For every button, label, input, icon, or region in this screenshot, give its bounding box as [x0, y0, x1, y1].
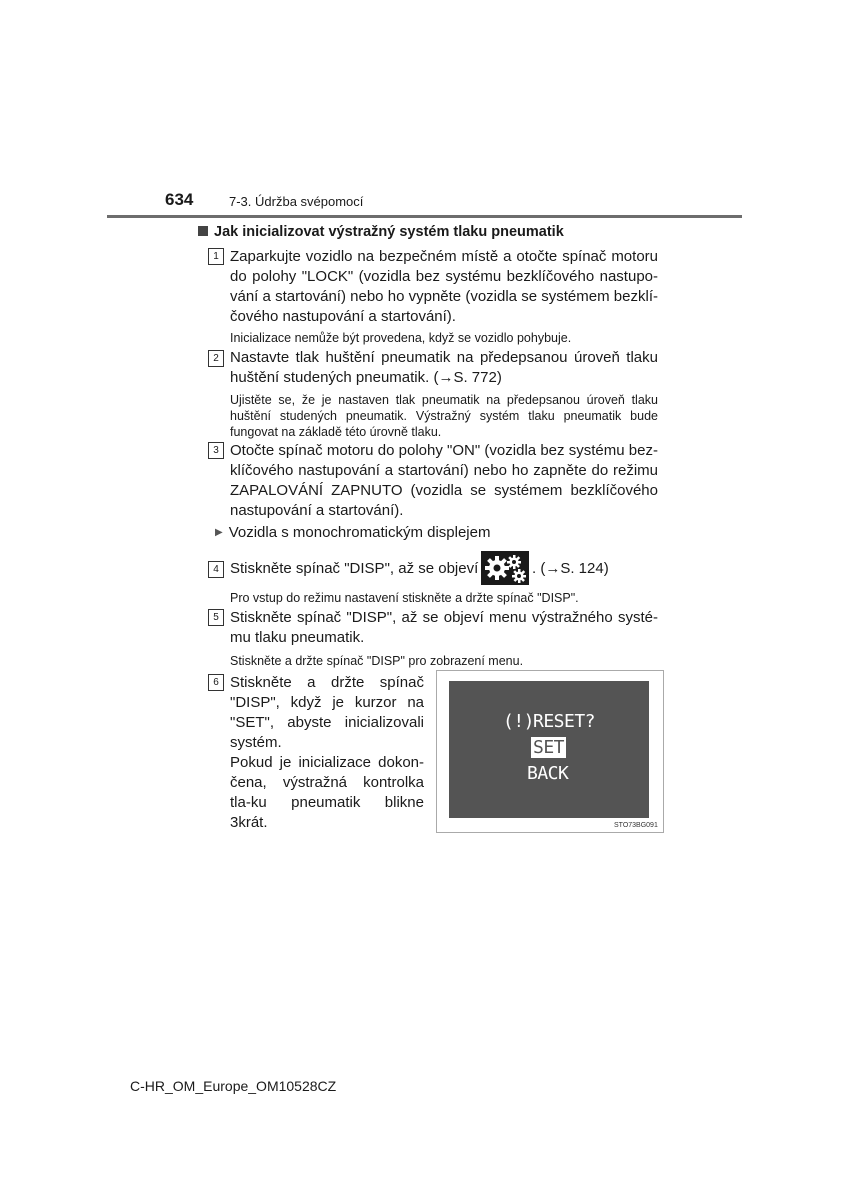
- step-5-text: Stiskněte spínač "DISP", až se objeví menu výstražného systé-mu tlaku pneumatik.: [230, 609, 658, 646]
- step-2-text: Nastavte tlak huštění pneumatik na předepsanou úroveň tlaku huštění studených pneumatik. (→S. 772): [230, 349, 658, 386]
- step-2-note: Ujistěte se, že je nastaven tlak pneumatik na předepsanou úroveň tlaku huštění studených pneumatik. Výstražný systém tlaku pneumatik bude fungovat na základě této úrovně tlaku.: [230, 393, 658, 439]
- multi-info-display: [449, 681, 649, 818]
- display-set-option: SET: [533, 737, 565, 758]
- section-heading: [198, 224, 564, 240]
- header-rule: [107, 215, 742, 218]
- heading-text: Jak inicializovat výstražný systém tlaku pneumatik: [214, 224, 564, 240]
- tire-pressure-warning-icon: (!): [503, 711, 535, 732]
- step-6-text: Stiskněte a držte spínač "DISP", když je kurzor na "SET", abyste inicializovali systém.: [230, 674, 424, 751]
- step-4-text-after: . (→S. 124): [532, 560, 609, 577]
- step-4-number: 4: [208, 561, 224, 578]
- image-code: STO73BG091: [614, 822, 658, 829]
- step-1-text: Zaparkujte vozidlo na bezpečném místě a otočte spínač motoru do polohy "LOCK" (vozidla bez systému bezklíčového nastupo-vání a startování) nebo ho vypněte (vozidla se systémem bezklí-čového nastupování a startování).: [230, 248, 658, 325]
- step-2-number: 2: [208, 350, 224, 367]
- step-3-number: 3: [208, 442, 224, 459]
- step-5-note: Stiskněte a držte spínač "DISP" pro zobrazení menu.: [230, 654, 524, 668]
- display-reset-prompt: RESET?: [533, 711, 596, 732]
- triangle-bullet-icon: ▶: [215, 527, 223, 538]
- page-number: 634: [165, 190, 194, 209]
- step-4-note: Pro vstup do režimu nastavení stiskněte a držte spínač "DISP".: [230, 591, 579, 605]
- display-back-option: BACK: [527, 763, 569, 784]
- step-5-number: 5: [208, 609, 224, 626]
- step-1-number: 1: [208, 248, 224, 265]
- subheading-text: Vozidla s monochromatickým displejem: [228, 524, 491, 541]
- section-title: 7-3. Údržba svépomocí: [229, 194, 364, 209]
- settings-gears-icon: [481, 551, 529, 585]
- step-6-result-text: Pokud je inicializace dokon-čena, výstražná kontrolka tla-ku pneumatik blikne 3krát.: [230, 754, 424, 831]
- step-3-text: Otočte spínač motoru do polohy "ON" (vozidla bez systému bez-klíčového nastupování a startování) nebo ho zapněte do režimu ZAPALOVÁNÍ ZAPNUTO (vozidla se systémem bezklíčového nastupování a startování).: [230, 442, 658, 519]
- square-bullet-icon: [198, 226, 208, 236]
- footer-code: C-HR_OM_Europe_OM10528CZ: [130, 1078, 337, 1094]
- subheading: [215, 524, 490, 541]
- step-6-number: 6: [208, 674, 224, 691]
- step-4-text-before: Stiskněte spínač "DISP", až se objeví: [230, 560, 479, 577]
- step-1-note: Inicializace nemůže být provedena, když se vozidlo pohybuje.: [230, 331, 572, 345]
